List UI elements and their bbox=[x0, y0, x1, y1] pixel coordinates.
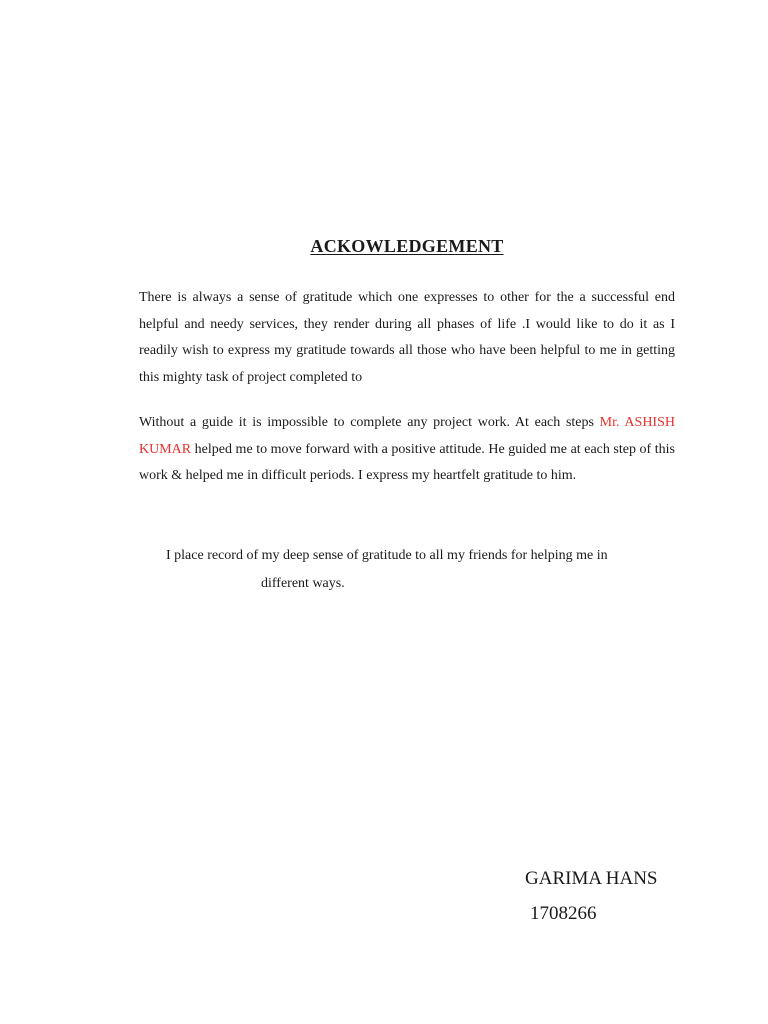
signature-id: 1708266 bbox=[530, 903, 597, 924]
paragraph-friends-line2: different ways. bbox=[261, 576, 345, 591]
signature-name: GARIMA HANS bbox=[525, 868, 658, 889]
paragraph-guide-text-end: helped me to move forward with a positive attitude. He guided me at each step of this work & helped me in difficult periods. I express my heartfelt gratitude to him. bbox=[139, 441, 675, 483]
paragraph-guide bbox=[139, 410, 675, 490]
paragraph-guide-text-start: Without a guide it is impossible to complete any project work. At each steps bbox=[139, 415, 600, 430]
paragraph-friends-line1: I place record of my deep sense of gratitude to all my friends for helping me in bbox=[166, 548, 608, 563]
paragraph-friends bbox=[166, 542, 608, 598]
guide-name: Mr. ASHISH KUMAR bbox=[139, 415, 675, 457]
paragraph-gratitude: There is always a sense of gratitude which one expresses to other for the a successful end helpful and needy services, they render during all phases of life .I would like to do it as I readily wish to express my gratitude towards all those who have been helpful to me in getting this mighty task of project completed to bbox=[139, 290, 675, 385]
document-title: ACKOWLEDGEMENT bbox=[310, 236, 504, 256]
